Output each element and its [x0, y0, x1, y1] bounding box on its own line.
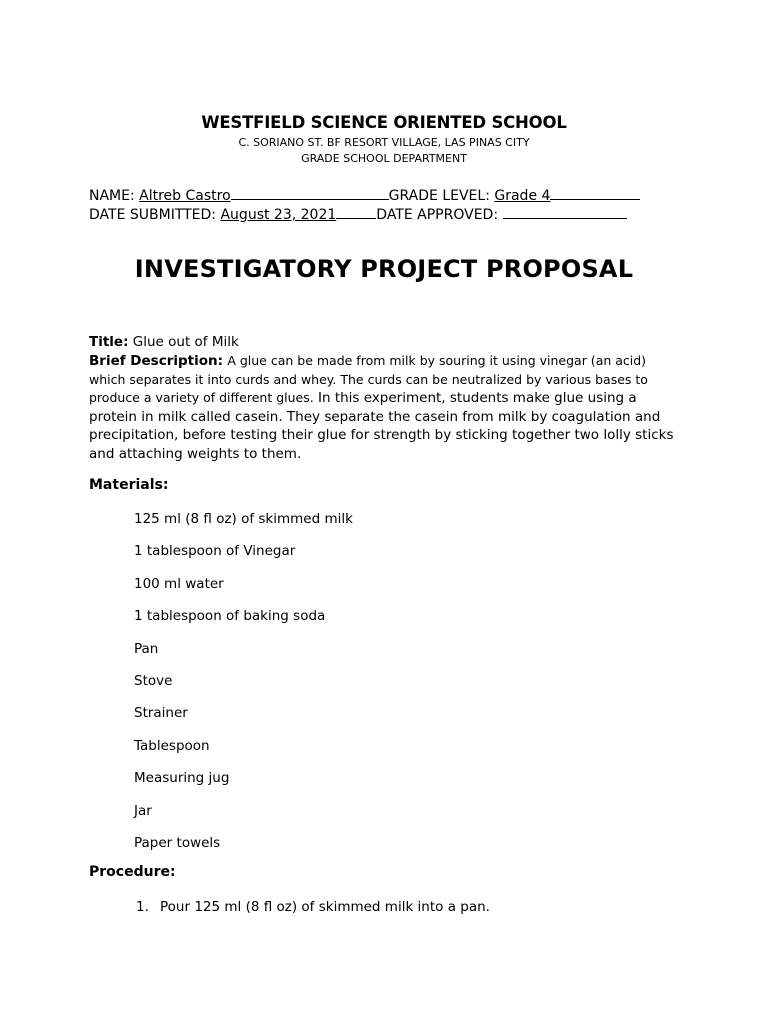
list-item: Strainer	[134, 705, 188, 722]
project-title-line	[89, 333, 689, 352]
brief-description-part2: In this experiment, students make glue using a protein in milk called casein. They separate the casein from milk by coagulation and precipitation, before testing their glue for strength by sticking together two lolly sticks and attaching weights to them.	[89, 390, 674, 462]
list-item: Paper towels	[134, 834, 221, 851]
list-item: 125 ml (8 fl oz) of skimmed milk	[134, 511, 353, 527]
date-line	[89, 203, 627, 223]
materials-heading: Materials:	[89, 477, 169, 493]
school-department: GRADE SCHOOL DEPARTMENT	[301, 152, 467, 165]
name-grade-line	[89, 184, 640, 204]
grade-blank-line	[550, 184, 640, 200]
project-title-value: Glue out of Milk	[132, 334, 239, 350]
date-submitted-label: DATE SUBMITTED:	[89, 207, 217, 223]
date-approved-label: DATE APPROVED:	[376, 207, 499, 223]
procedure-list	[136, 898, 490, 916]
grade-level-label: GRADE LEVEL:	[388, 188, 490, 204]
step-text: Pour 125 ml (8 fl oz) of skimmed milk into a pan.	[160, 899, 490, 915]
list-item: Tablespoon	[134, 737, 210, 754]
brief-description	[89, 352, 685, 463]
list-item: Jar	[134, 802, 152, 819]
brief-description-part1: A glue can be made from milk by souring it using vinegar (an acid) which separates it into curds and whey. The curds can be neutralized by various bases to produce a variety of different glues.	[89, 353, 648, 405]
date-submitted-blank-line	[336, 203, 376, 219]
school-name: WESTFIELD SCIENCE ORIENTED SCHOOL	[201, 113, 567, 132]
date-approved-blank-line	[503, 203, 627, 219]
name-blank-line	[231, 184, 389, 200]
list-item: Pan	[134, 640, 159, 657]
date-submitted-value: August 23, 2021	[220, 207, 337, 223]
list-item: Measuring jug	[134, 770, 230, 787]
brief-description-label: Brief Description:	[89, 353, 224, 369]
project-title-label: Title:	[89, 334, 129, 350]
procedure-step	[136, 898, 490, 916]
list-item: 1 tablespoon of Vinegar	[134, 543, 296, 560]
name-value: Altreb Castro	[139, 188, 231, 204]
list-item: Stove	[134, 672, 173, 689]
procedure-heading: Procedure:	[89, 864, 176, 880]
document-title: INVESTIGATORY PROJECT PROPOSAL	[134, 255, 634, 283]
school-address: C. SORIANO ST. BF RESORT VILLAGE, LAS PINAS CITY	[238, 136, 530, 149]
list-item: 1 tablespoon of baking soda	[134, 608, 326, 625]
list-item: 100 ml water	[134, 575, 224, 592]
grade-level-value: Grade 4	[494, 188, 551, 204]
name-label: NAME:	[89, 188, 135, 204]
step-number: 1.	[136, 899, 149, 915]
materials-list	[134, 510, 353, 866]
